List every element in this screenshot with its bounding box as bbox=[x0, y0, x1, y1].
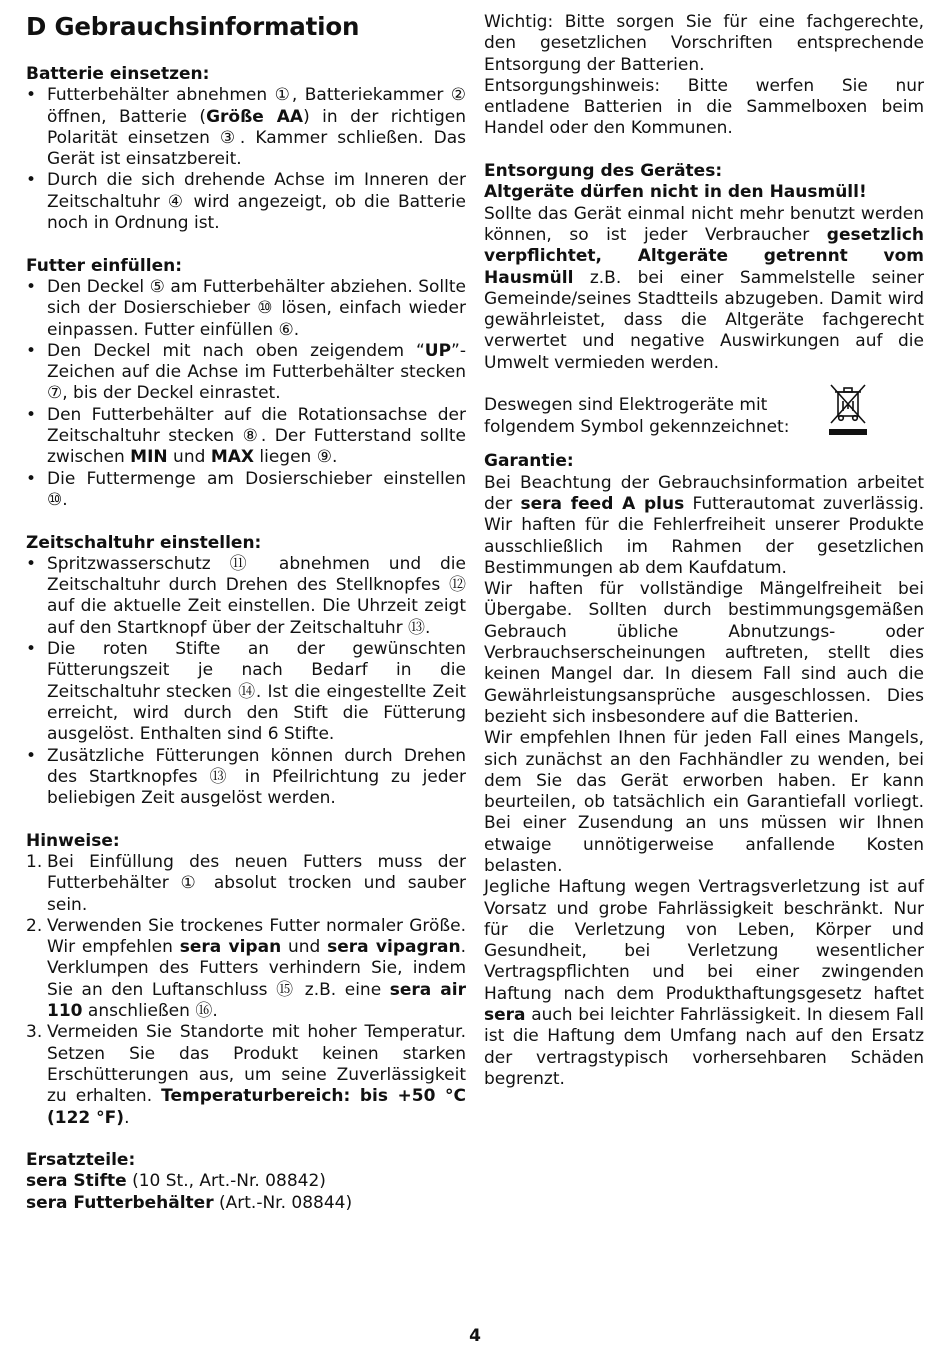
text: Vermeiden Sie Standorte mit hoher Temperatur. Setzen Sie das Produkt keinen starken Erschütterungen aus, um seine Zuverlässigkeit zu erhalten. bbox=[47, 1022, 466, 1107]
text: Deswegen sind Elektrogeräte mit bbox=[484, 395, 768, 416]
page-title: D Gebrauchsinformation bbox=[26, 12, 360, 41]
paragraph-garantie-4 bbox=[484, 877, 924, 1090]
list-item bbox=[26, 85, 466, 170]
list-item bbox=[26, 170, 466, 234]
list-item bbox=[26, 341, 466, 405]
bullet: • bbox=[26, 276, 37, 297]
paragraph-entsorgungshinweis: Entsorgungshinweis: Bitte werfen Sie nur entladene Batterien in die Sammelboxen beim Handel oder den Kommunen. bbox=[484, 75, 924, 139]
list-batterie bbox=[26, 85, 466, 234]
text: Die roten Stifte an der gewünschten Fütterungszeit je nach Bedarf in die Zeitschaltuhr stecken ⑭. Ist die eingestellte Zeit erreicht, wird durch den Stift die Fütterung ausgelöst. Enthalten sind 6 Stifte. bbox=[47, 639, 466, 745]
text: Sollte das Gerät einmal nicht mehr benutzt werden können, so ist jeder Verbraucher bbox=[484, 203, 924, 245]
text-bold: sera vipan bbox=[179, 937, 282, 958]
section-heading-batterie: Batterie einsetzen: bbox=[26, 64, 210, 84]
text: (10 St., Art.-Nr. 08842) bbox=[126, 1171, 326, 1192]
list-number: 1. bbox=[26, 851, 43, 872]
bullet: • bbox=[26, 745, 37, 766]
text: Die Futtermenge am Dosierschieber einstellen ⑩. bbox=[47, 468, 466, 510]
bullet: • bbox=[26, 639, 37, 660]
text-bold: sera vipagran bbox=[327, 937, 461, 958]
text-bold: MAX bbox=[210, 447, 254, 468]
section-heading-zeitschaltuhr: Zeitschaltuhr einstellen: bbox=[26, 532, 262, 553]
list-hinweise bbox=[26, 852, 466, 1129]
text-bold: UP bbox=[424, 340, 452, 361]
list-item bbox=[26, 469, 466, 512]
bullet: • bbox=[26, 553, 37, 574]
crossed-out-wheelie-bin-icon bbox=[826, 379, 870, 439]
text-bold: gesetzlich verpflichtet, Altgeräte getrennt vom Hausmüll bbox=[484, 224, 924, 288]
disposal-symbol-row bbox=[484, 395, 924, 439]
text: Bei Beachtung der Gebrauchsinformation arbeitet der bbox=[484, 472, 924, 514]
list-item bbox=[26, 277, 466, 341]
text-bold: sera air 110 bbox=[47, 979, 466, 1022]
text-bold: Temperaturbereich: bis +50 °C (122 °F) bbox=[47, 1086, 466, 1128]
list-item bbox=[26, 1022, 466, 1128]
paragraph-entsorgung bbox=[484, 204, 924, 374]
text: Spritzwasserschutz ⑪ abnehmen und die Zeitschaltuhr durch Drehen des Stellknopfes ⑫ auf die aktuelle Zeit einstellen. Die Uhrzeit zeigt auf den Startknopf über der Zeitschaltuhr ⑬. bbox=[47, 553, 466, 638]
symbol-caption bbox=[484, 395, 789, 438]
right-column bbox=[484, 12, 924, 1090]
text: und bbox=[281, 937, 328, 958]
list-item bbox=[26, 852, 466, 916]
section-heading-futter: Futter einfüllen: bbox=[26, 255, 182, 276]
text-bold: sera Futterbehälter bbox=[26, 1192, 214, 1213]
text: Bei Einfüllung des neuen Futters muss der Futterbehälter ① absolut trocken und sauber sein. bbox=[47, 851, 466, 915]
paragraph-garantie bbox=[484, 473, 924, 579]
list-item bbox=[26, 746, 466, 810]
text: ) in der richtigen Polarität einsetzen ③. Kammer schließen. Das Gerät ist einsatzbereit. bbox=[47, 106, 466, 170]
list-item bbox=[26, 916, 466, 1022]
text: Futterbehälter abnehmen ①, Batteriekammer ② öffnen, Batterie ( bbox=[47, 85, 466, 127]
text: . bbox=[124, 1107, 130, 1128]
list-number: 2. bbox=[26, 915, 43, 936]
text: Verwenden Sie trockenes Futter normaler Größe. Wir empfehlen bbox=[47, 915, 466, 958]
paragraph-garantie-2: Wir haften für vollständige Mängelfreiheit bei Übergabe. Sollten durch bestimmungsgemäßen Gebrauch übliche Abnutzungs- oder Verbrauchserscheinungen auftreten, stellt dies keinen Mangel dar. In diesem Fall sind auch die Gewährleistungsansprüche ausgeschlossen. Dies bezieht sich insbesondere auf die Batterien. bbox=[484, 579, 924, 727]
text: . Verklumpen des Futters verhindern Sie, indem Sie an den Luftanschluss ⑮ z.B. eine bbox=[47, 937, 466, 1000]
text: Durch die sich drehende Achse im Inneren der Zeitschaltuhr ④ wird angezeigt, ob die Batterie noch in Ordnung ist. bbox=[47, 170, 466, 234]
page-number: 4 bbox=[469, 1326, 481, 1346]
left-column bbox=[26, 12, 466, 1214]
list-item bbox=[26, 554, 466, 639]
text-bold: MIN bbox=[130, 447, 168, 468]
bullet: • bbox=[26, 340, 37, 361]
paragraph-garantie-3: Wir empfehlen Ihnen für jeden Fall eines Mangels, sich zunächst an den Fachhändler zu wenden, bei dem Sie das Gerät erworben haben. Er kann beurteilen, ob tatsächlich ein Garantiefall vorliegt. Bei einer Zusendung an uns müssen wir Ihnen etwaige unnötigerweise anfallende Kosten belasten. bbox=[484, 728, 924, 876]
list-zeitschaltuhr bbox=[26, 554, 466, 810]
text: Zusätzliche Fütterungen können durch Drehen des Startknopfes ⑬ in Pfeilrichtung zu jeder beliebigen Zeit ausgelöst werden. bbox=[47, 745, 466, 809]
text: ”-Zeichen auf die Achse im Futterbehälter stecken ⑦, bis der Deckel einrastet. bbox=[47, 340, 466, 404]
text: Futterautomat zuverlässig. Wir haften für die Fehlerfreiheit unserer Produkte ausschließlich im Rahmen der gesetzlichen Bestimmungen ab dem Kaufdatum. bbox=[484, 493, 924, 578]
text: z.B. bei einer Sammelstelle seiner Gemeinde/seines Stadtteils abzugeben. Damit wird gewährleistet, dass die Altgeräte fachgerecht verwertet und negative Auswirkungen auf die Umwelt vermieden werden. bbox=[484, 267, 924, 373]
text: anschließen ⑯. bbox=[82, 1001, 218, 1022]
bullet: • bbox=[26, 85, 37, 106]
text: folgendem Symbol gekennzeichnet: bbox=[484, 416, 790, 437]
bullet: • bbox=[26, 468, 37, 489]
section-heading-ersatzteile: Ersatzteile: bbox=[26, 1150, 136, 1171]
paragraph-wichtig: Wichtig: Bitte sorgen Sie für eine fachgerechte, den gesetzlichen Vorschriften entsprechende Entsorgung der Batterien. bbox=[484, 12, 924, 75]
text: Den Deckel mit nach oben zeigendem “ bbox=[47, 340, 425, 361]
text: auch bei leichter Fahrlässigkeit. In diesem Fall ist die Haftung dem Umfang nach auf den Ersatz der vertragstypisch vorhersehbaren Schäden begrenzt. bbox=[484, 1005, 924, 1089]
section-heading-entsorgung: Entsorgung des Gerätes: bbox=[484, 161, 723, 182]
section-subheading-entsorgung: Altgeräte dürfen nicht in den Hausmüll! bbox=[484, 182, 867, 203]
text-bold: sera Stifte bbox=[26, 1171, 127, 1192]
text-bold: sera feed A plus bbox=[520, 493, 685, 514]
text: Jegliche Haftung wegen Vertragsverletzung ist auf Vorsatz und grobe Fahrlässigkeit beschränkt. Nur für die Verletzung von Leben, Körper und Gesundheit, bei Verletzung wesentlicher Vertragspflichten und bei einer zwingenden Haftung nach dem Produkthaftungsgesetz haftet bbox=[484, 877, 924, 1004]
section-heading-garantie: Garantie: bbox=[484, 451, 574, 472]
spare-part-line bbox=[26, 1171, 466, 1192]
text-bold: sera bbox=[484, 1005, 526, 1026]
spare-part-line bbox=[26, 1193, 466, 1214]
list-number: 3. bbox=[26, 1022, 43, 1043]
list-futter bbox=[26, 277, 466, 511]
list-item bbox=[26, 405, 466, 469]
bullet: • bbox=[26, 404, 37, 425]
text-bold: Größe AA bbox=[206, 106, 304, 127]
text: liegen ⑨. bbox=[254, 447, 338, 468]
bullet: • bbox=[26, 170, 37, 191]
text: und bbox=[167, 447, 211, 468]
text: Den Futterbehälter auf die Rotationsachse der Zeitschaltuhr stecken ⑧. Der Futterstand sollte zwischen bbox=[47, 404, 466, 468]
text: Den Deckel ⑤ am Futterbehälter abziehen. Sollte sich der Dosierschieber ⑩ lösen, einfach wieder einpassen. Futter einfüllen ⑥. bbox=[47, 276, 466, 340]
list-item bbox=[26, 639, 466, 745]
text: (Art.-Nr. 08844) bbox=[213, 1192, 353, 1213]
section-heading-hinweise: Hinweise: bbox=[26, 830, 120, 851]
